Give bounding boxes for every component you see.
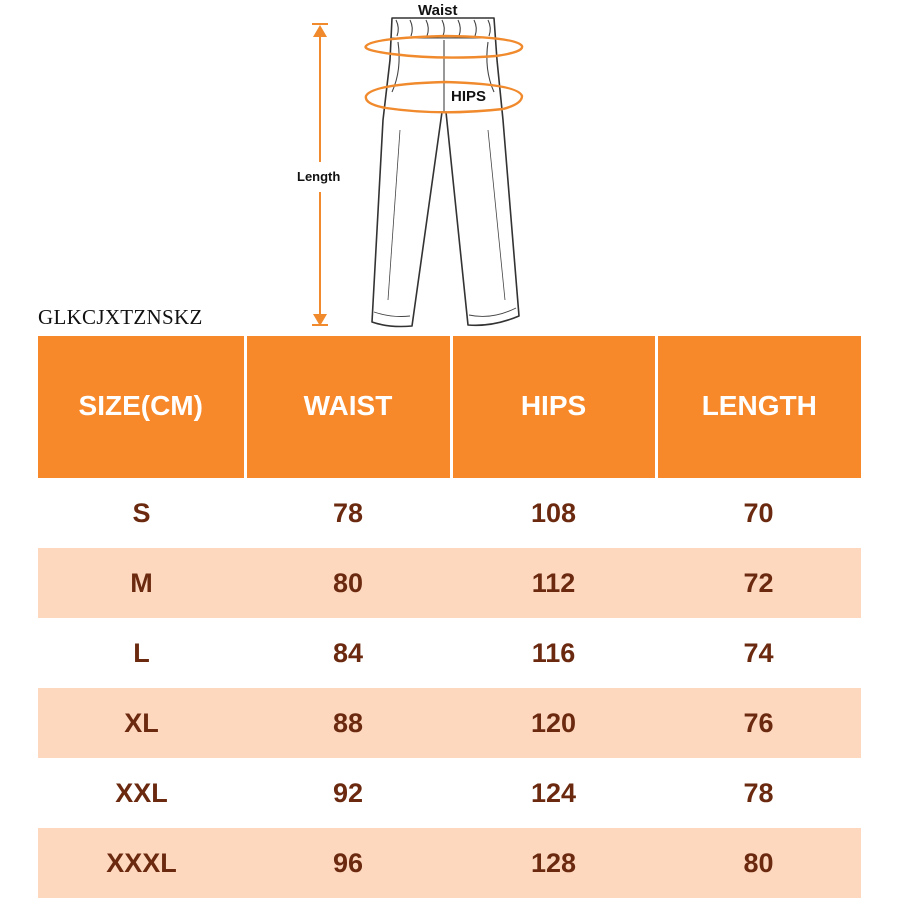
hips-cell: 116 [451, 618, 656, 688]
length-cell: 72 [656, 548, 861, 618]
size-cell: M [38, 548, 245, 618]
header-length: LENGTH [656, 336, 861, 478]
length-cell: 78 [656, 758, 861, 828]
waist-cell: 80 [245, 548, 451, 618]
hips-cell: 112 [451, 548, 656, 618]
table-row [38, 478, 861, 548]
length-cell: 80 [656, 828, 861, 898]
length-cell: 76 [656, 688, 861, 758]
table-header-row [38, 336, 861, 478]
waist-cell: 96 [245, 828, 451, 898]
pants-illustration [0, 0, 900, 335]
waist-cell: 92 [245, 758, 451, 828]
size-cell: L [38, 618, 245, 688]
size-cell: XL [38, 688, 245, 758]
waist-cell: 84 [245, 618, 451, 688]
waist-label: Waist [418, 2, 458, 19]
size-cell: XXXL [38, 828, 245, 898]
hips-cell: 108 [451, 478, 656, 548]
table-row [38, 758, 861, 828]
table-row [38, 828, 861, 898]
hips-cell: 124 [451, 758, 656, 828]
length-label: Length [297, 169, 341, 184]
brand-name: GLKCJXTZNSKZ [38, 305, 203, 329]
header-hips: HIPS [451, 336, 656, 478]
measurement-diagram [0, 0, 900, 335]
table-row [38, 618, 861, 688]
hips-label: HIPS [451, 88, 487, 105]
hips-cell: 120 [451, 688, 656, 758]
size-cell: XXL [38, 758, 245, 828]
header-waist: WAIST [245, 336, 451, 478]
waist-cell: 88 [245, 688, 451, 758]
header-size: SIZE(CM) [38, 336, 245, 478]
hips-cell: 128 [451, 828, 656, 898]
table-row [38, 548, 861, 618]
length-cell: 70 [656, 478, 861, 548]
size-chart-table [38, 336, 861, 898]
waist-cell: 78 [245, 478, 451, 548]
length-cell: 74 [656, 618, 861, 688]
size-cell: S [38, 478, 245, 548]
table-row [38, 688, 861, 758]
